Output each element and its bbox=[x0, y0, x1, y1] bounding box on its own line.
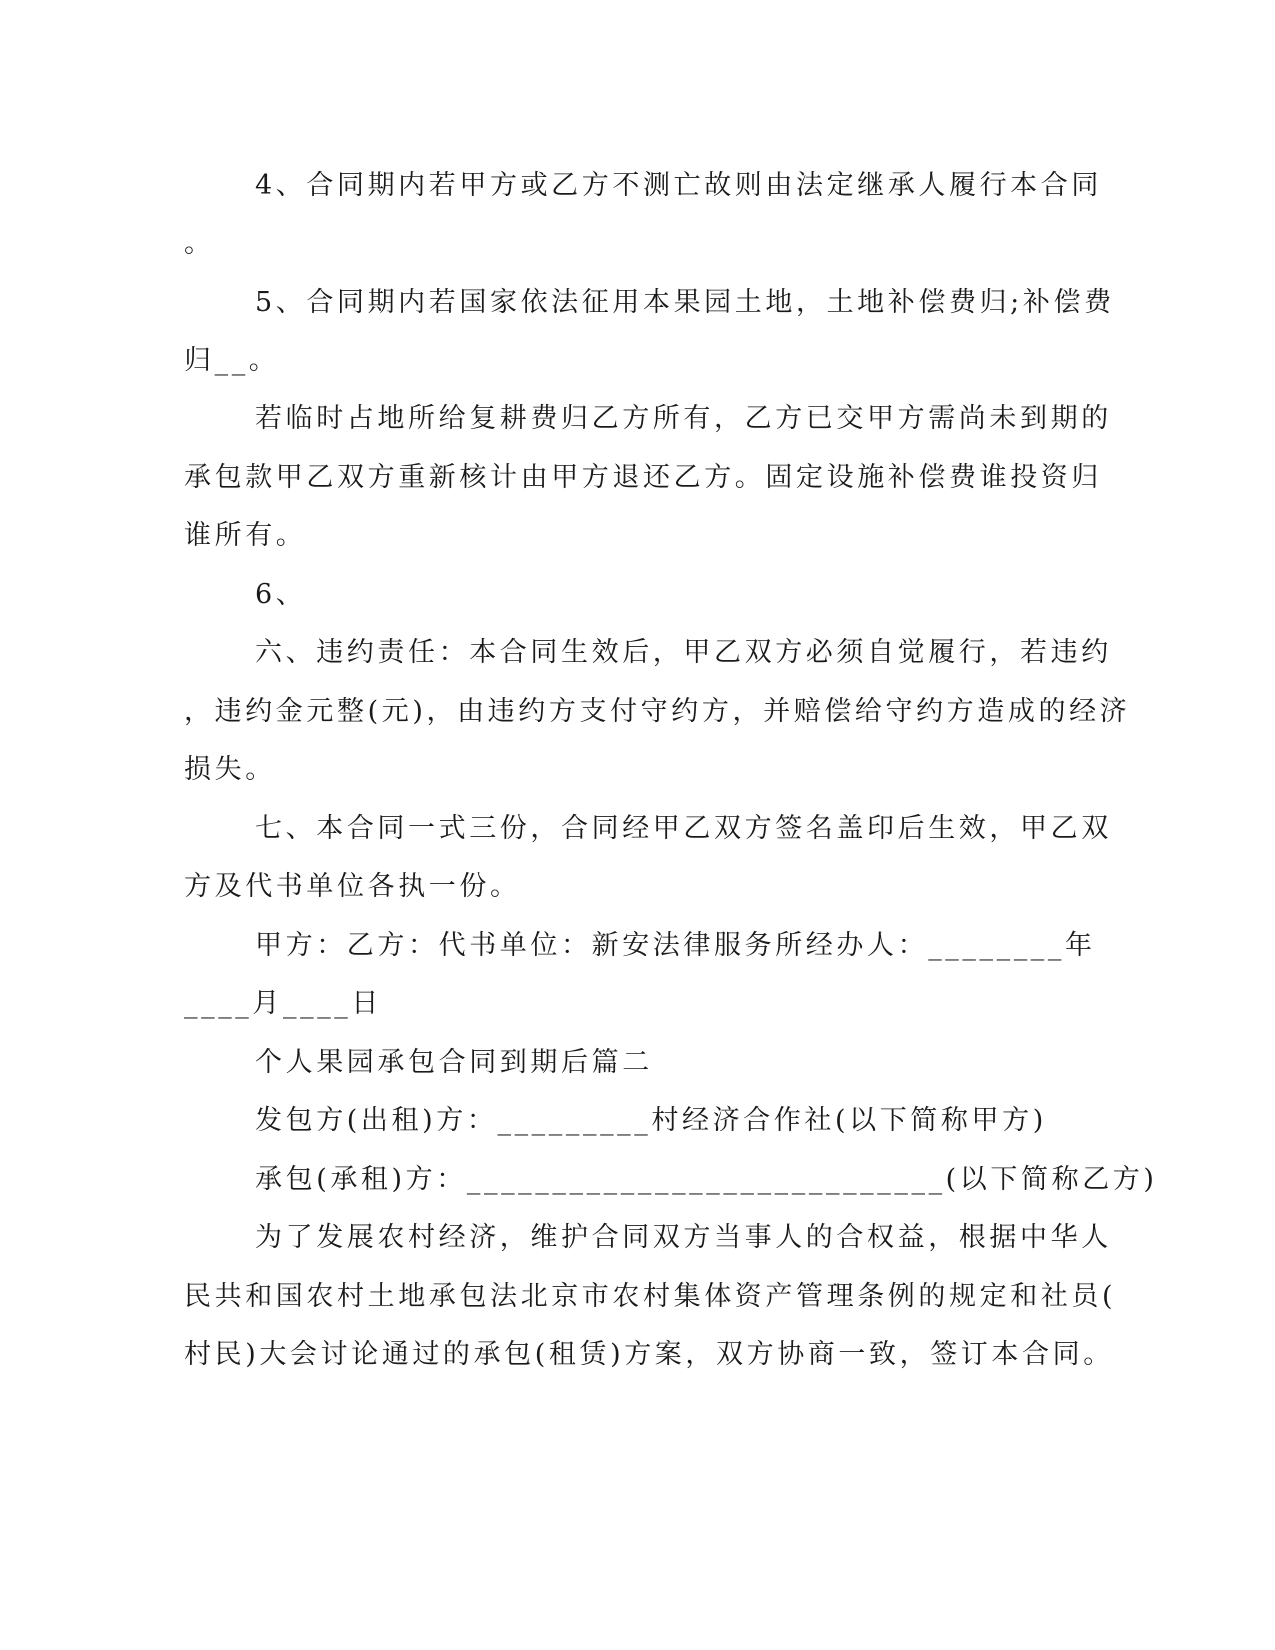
copies-line-1: 七、本合同一式三份，合同经甲乙双方签名盖印后生效，甲乙双 bbox=[255, 813, 1112, 844]
section-heading: 个人果园承包合同到期后篇二 bbox=[255, 1047, 653, 1078]
breach-line-2: ，违约金元整(元)，由违约方支付守约方，并赔偿给守约方造成的经济 bbox=[184, 696, 1131, 727]
signature-line: 甲方：乙方：代书单位：新安法律服务所经办人：________年 bbox=[255, 930, 1096, 961]
clause-5-line-2: 归__。 bbox=[184, 345, 280, 376]
clause-4-line-1: 4、合同期内若甲方或乙方不测亡故则由法定继承人履行本合同 bbox=[255, 170, 1102, 201]
clause-6-line: 6、 bbox=[255, 579, 307, 610]
clause-4-line-2: 。 bbox=[184, 228, 215, 259]
copies-line-2: 方及代书单位各执一份。 bbox=[184, 871, 521, 902]
preamble-line-2: 民共和国农村土地承包法北京市农村集体资产管理条例的规定和社员( bbox=[184, 1281, 1117, 1312]
preamble-line-3: 村民)大会讨论通过的承包(租赁)方案，双方协商一致，签订本合同。 bbox=[184, 1339, 1114, 1370]
preamble-line-1: 为了发展农村经济，维护合同双方当事人的合权益，根据中华人 bbox=[255, 1222, 1112, 1253]
temporary-land-line-1: 若临时占地所给复耕费归乙方所有，乙方已交甲方需尚未到期的 bbox=[255, 403, 1112, 434]
temporary-land-line-3: 谁所有。 bbox=[184, 520, 307, 551]
date-line: ____月____日 bbox=[184, 988, 382, 1019]
clause-5-line-1: 5、合同期内若国家依法征用本果园土地，土地补偿费归;补偿费 bbox=[255, 287, 1115, 318]
contractor-line: 发包方(出租)方：_________村经济合作社(以下简称甲方) bbox=[255, 1105, 1047, 1136]
contractee-line: 承包(承租)方：____________________________(以下简称乙方) bbox=[255, 1164, 1158, 1195]
breach-line-3: 损失。 bbox=[184, 754, 276, 785]
temporary-land-line-2: 承包款甲乙双方重新核计由甲方退还乙方。固定设施补偿费谁投资归 bbox=[184, 462, 1102, 493]
breach-line-1: 六、违约责任：本合同生效后，甲乙双方必须自觉履行，若违约 bbox=[255, 637, 1112, 668]
